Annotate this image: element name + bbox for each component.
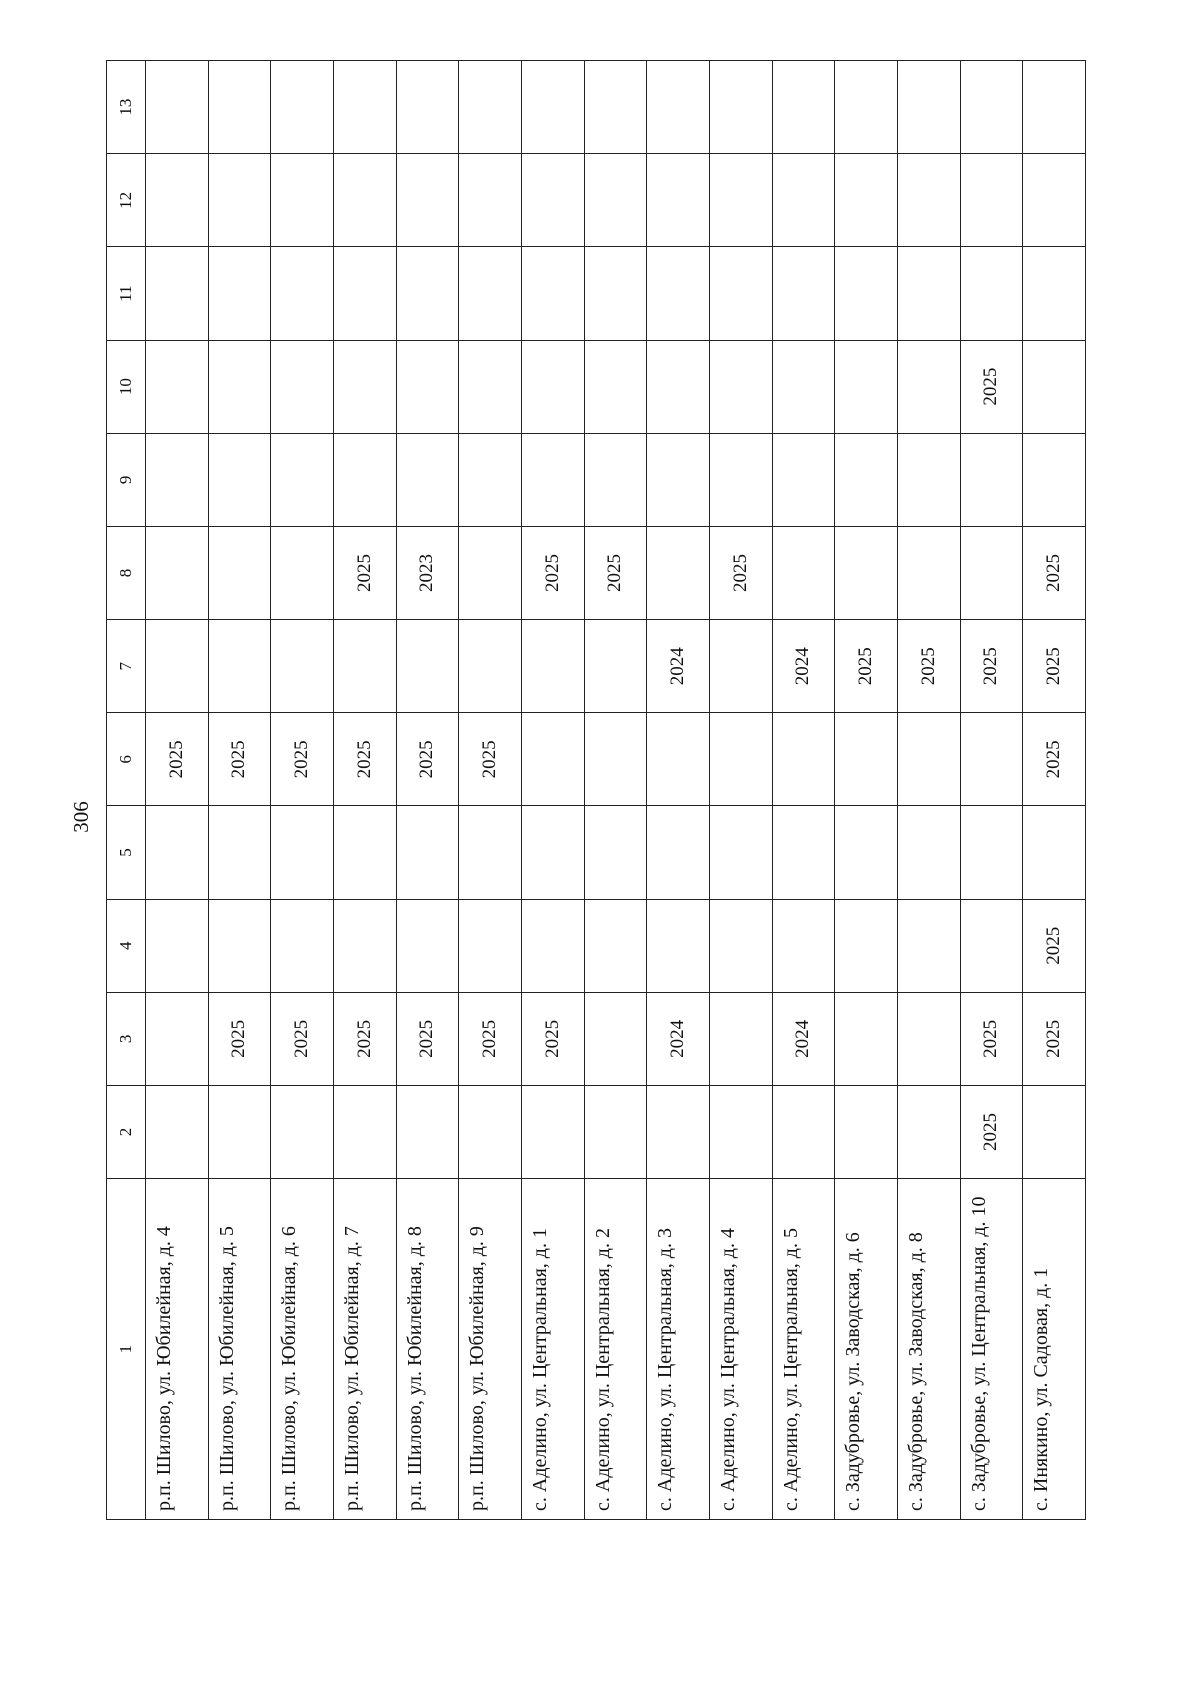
year-cell	[396, 899, 459, 992]
year-cell	[333, 806, 396, 899]
year-cell	[835, 433, 898, 526]
year-cell: 2023	[396, 526, 459, 619]
year-cell	[1023, 247, 1086, 340]
year-cell	[897, 61, 960, 154]
year-cell	[271, 899, 334, 992]
year-cell	[960, 806, 1023, 899]
year-cell	[960, 154, 1023, 247]
address-cell: с. Задубровье, ул. Центральная, д. 10	[960, 1179, 1023, 1520]
year-cell	[709, 154, 772, 247]
year-cell	[709, 247, 772, 340]
year-cell	[647, 154, 710, 247]
year-cell: 2025	[1023, 899, 1086, 992]
year-cell	[897, 992, 960, 1085]
year-cell	[459, 1085, 522, 1178]
year-cell	[772, 61, 835, 154]
column-header: 9	[107, 433, 146, 526]
year-cell	[521, 154, 584, 247]
table-row	[333, 61, 396, 1520]
year-cell	[835, 806, 898, 899]
year-cell: 2025	[333, 992, 396, 1085]
table-row	[1023, 61, 1086, 1520]
column-header: 1	[107, 1179, 146, 1520]
year-cell	[333, 899, 396, 992]
table-row	[521, 61, 584, 1520]
year-cell	[709, 713, 772, 806]
year-cell	[396, 1085, 459, 1178]
year-cell	[772, 899, 835, 992]
year-cell	[772, 1085, 835, 1178]
table-row	[584, 61, 647, 1520]
table-row	[396, 61, 459, 1520]
year-cell	[584, 154, 647, 247]
year-cell	[208, 340, 271, 433]
year-cell	[521, 1085, 584, 1178]
year-cell	[835, 61, 898, 154]
year-cell: 2025	[709, 526, 772, 619]
year-cell	[897, 713, 960, 806]
year-cell	[208, 620, 271, 713]
year-cell	[459, 433, 522, 526]
year-cell	[772, 340, 835, 433]
year-cell	[772, 154, 835, 247]
year-cell	[208, 806, 271, 899]
year-cell	[146, 992, 209, 1085]
year-cell	[647, 526, 710, 619]
year-cell	[208, 433, 271, 526]
year-cell	[333, 340, 396, 433]
year-cell	[835, 1085, 898, 1178]
address-cell: с. Аделино, ул. Центральная, д. 2	[584, 1179, 647, 1520]
column-header: 12	[107, 154, 146, 247]
year-cell	[459, 526, 522, 619]
year-cell	[897, 340, 960, 433]
year-cell	[709, 433, 772, 526]
year-cell: 2025	[208, 713, 271, 806]
table-row	[459, 61, 522, 1520]
year-cell	[271, 1085, 334, 1178]
year-cell: 2024	[647, 992, 710, 1085]
year-cell	[146, 154, 209, 247]
year-cell	[772, 713, 835, 806]
year-cell	[835, 340, 898, 433]
year-cell	[709, 340, 772, 433]
table-row	[897, 61, 960, 1520]
column-header: 8	[107, 526, 146, 619]
year-cell	[584, 247, 647, 340]
year-cell	[584, 899, 647, 992]
year-cell	[333, 433, 396, 526]
year-cell	[835, 992, 898, 1085]
year-cell	[647, 433, 710, 526]
year-cell	[521, 899, 584, 992]
year-cell	[897, 526, 960, 619]
year-cell	[584, 433, 647, 526]
table-row	[146, 61, 209, 1520]
year-cell	[960, 899, 1023, 992]
year-cell	[271, 247, 334, 340]
year-cell	[647, 340, 710, 433]
year-cell	[521, 806, 584, 899]
data-table	[106, 60, 1086, 1520]
year-cell	[146, 433, 209, 526]
year-cell	[459, 61, 522, 154]
year-cell	[146, 526, 209, 619]
table-row	[772, 61, 835, 1520]
year-cell: 2025	[960, 340, 1023, 433]
year-cell	[1023, 1085, 1086, 1178]
year-cell	[647, 713, 710, 806]
year-cell	[208, 899, 271, 992]
year-cell	[835, 247, 898, 340]
year-cell: 2024	[647, 620, 710, 713]
year-cell: 2024	[772, 992, 835, 1085]
year-cell	[333, 1085, 396, 1178]
year-cell	[960, 713, 1023, 806]
year-cell: 2025	[960, 992, 1023, 1085]
year-cell: 2025	[271, 713, 334, 806]
address-cell: с. Задубровье, ул. Заводская, д. 8	[897, 1179, 960, 1520]
year-cell	[960, 526, 1023, 619]
year-cell	[146, 620, 209, 713]
table-container	[106, 60, 1086, 1520]
address-cell: р.п. Шилово, ул. Юбилейная, д. 6	[271, 1179, 334, 1520]
year-cell	[271, 154, 334, 247]
address-cell: р.п. Шилово, ул. Юбилейная, д. 5	[208, 1179, 271, 1520]
year-cell: 2025	[146, 713, 209, 806]
year-cell	[584, 61, 647, 154]
year-cell	[271, 620, 334, 713]
year-cell	[208, 154, 271, 247]
year-cell	[521, 247, 584, 340]
year-cell	[146, 61, 209, 154]
year-cell: 2025	[960, 1085, 1023, 1178]
year-cell	[208, 247, 271, 340]
year-cell	[459, 806, 522, 899]
year-cell	[584, 620, 647, 713]
year-cell	[271, 806, 334, 899]
address-cell: р.п. Шилово, ул. Юбилейная, д. 8	[396, 1179, 459, 1520]
year-cell	[459, 340, 522, 433]
address-cell: с. Аделино, ул. Центральная, д. 4	[709, 1179, 772, 1520]
year-cell	[521, 620, 584, 713]
year-cell	[709, 899, 772, 992]
year-cell: 2025	[1023, 713, 1086, 806]
year-cell	[396, 247, 459, 340]
year-cell: 2025	[271, 992, 334, 1085]
year-cell	[1023, 806, 1086, 899]
year-cell: 2025	[521, 992, 584, 1085]
year-cell	[271, 61, 334, 154]
year-cell: 2025	[897, 620, 960, 713]
year-cell	[396, 61, 459, 154]
year-cell	[772, 806, 835, 899]
year-cell	[584, 1085, 647, 1178]
table-row	[835, 61, 898, 1520]
year-cell	[459, 620, 522, 713]
year-cell	[208, 61, 271, 154]
year-cell: 2025	[835, 620, 898, 713]
year-cell: 2025	[208, 992, 271, 1085]
column-header: 10	[107, 340, 146, 433]
year-cell	[835, 899, 898, 992]
year-cell	[647, 806, 710, 899]
year-cell	[459, 154, 522, 247]
year-cell	[521, 713, 584, 806]
header-row	[107, 61, 146, 1520]
year-cell	[396, 154, 459, 247]
year-cell	[271, 433, 334, 526]
table-row	[709, 61, 772, 1520]
column-header: 13	[107, 61, 146, 154]
year-cell	[396, 620, 459, 713]
year-cell	[835, 154, 898, 247]
year-cell	[584, 806, 647, 899]
address-cell: с. Аделино, ул. Центральная, д. 5	[772, 1179, 835, 1520]
year-cell: 2025	[396, 713, 459, 806]
year-cell: 2025	[1023, 526, 1086, 619]
column-header: 3	[107, 992, 146, 1085]
year-cell	[835, 526, 898, 619]
year-cell	[521, 433, 584, 526]
year-cell	[333, 247, 396, 340]
address-cell: р.п. Шилово, ул. Юбилейная, д. 9	[459, 1179, 522, 1520]
address-cell: р.п. Шилово, ул. Юбилейная, д. 4	[146, 1179, 209, 1520]
year-cell	[459, 247, 522, 340]
table-row	[271, 61, 334, 1520]
year-cell	[709, 806, 772, 899]
year-cell	[271, 526, 334, 619]
year-cell	[647, 899, 710, 992]
year-cell	[772, 526, 835, 619]
year-cell	[960, 247, 1023, 340]
year-cell	[1023, 154, 1086, 247]
year-cell	[709, 1085, 772, 1178]
year-cell	[897, 154, 960, 247]
column-header: 6	[107, 713, 146, 806]
year-cell	[960, 61, 1023, 154]
year-cell	[584, 713, 647, 806]
year-cell	[647, 61, 710, 154]
year-cell	[835, 713, 898, 806]
year-cell	[521, 340, 584, 433]
address-cell: с. Аделино, ул. Центральная, д. 1	[521, 1179, 584, 1520]
year-cell: 2025	[1023, 992, 1086, 1085]
year-cell	[897, 899, 960, 992]
year-cell	[772, 433, 835, 526]
year-cell: 2025	[333, 713, 396, 806]
address-cell: с. Аделино, ул. Центральная, д. 3	[647, 1179, 710, 1520]
table-row	[208, 61, 271, 1520]
year-cell	[396, 806, 459, 899]
year-cell	[396, 433, 459, 526]
year-cell	[146, 1085, 209, 1178]
address-cell: с. Инякино, ул. Садовая, д. 1	[1023, 1179, 1086, 1520]
table-body	[146, 61, 1086, 1520]
page-number: 306	[69, 801, 93, 833]
year-cell: 2025	[960, 620, 1023, 713]
year-cell	[459, 899, 522, 992]
column-header: 2	[107, 1085, 146, 1178]
column-header: 4	[107, 899, 146, 992]
year-cell	[271, 340, 334, 433]
year-cell	[146, 806, 209, 899]
year-cell	[709, 61, 772, 154]
address-cell: с. Задубровье, ул. Заводская, д. 6	[835, 1179, 898, 1520]
year-cell	[1023, 433, 1086, 526]
year-cell	[897, 1085, 960, 1178]
table-row	[647, 61, 710, 1520]
year-cell	[1023, 61, 1086, 154]
year-cell	[333, 154, 396, 247]
year-cell	[897, 806, 960, 899]
year-cell	[208, 1085, 271, 1178]
year-cell	[897, 433, 960, 526]
column-header: 7	[107, 620, 146, 713]
year-cell: 2025	[396, 992, 459, 1085]
year-cell	[333, 620, 396, 713]
year-cell	[584, 992, 647, 1085]
year-cell	[1023, 340, 1086, 433]
year-cell	[584, 340, 647, 433]
year-cell	[521, 61, 584, 154]
year-cell	[396, 340, 459, 433]
year-cell: 2025	[459, 713, 522, 806]
column-header: 11	[107, 247, 146, 340]
year-cell: 2024	[772, 620, 835, 713]
year-cell	[709, 620, 772, 713]
year-cell	[772, 247, 835, 340]
year-cell	[647, 1085, 710, 1178]
year-cell	[146, 247, 209, 340]
year-cell	[709, 992, 772, 1085]
year-cell	[146, 340, 209, 433]
year-cell	[960, 433, 1023, 526]
column-header: 5	[107, 806, 146, 899]
year-cell: 2025	[459, 992, 522, 1085]
year-cell	[647, 247, 710, 340]
year-cell: 2025	[521, 526, 584, 619]
year-cell	[146, 899, 209, 992]
year-cell: 2025	[584, 526, 647, 619]
table-row	[960, 61, 1023, 1520]
year-cell	[208, 526, 271, 619]
year-cell: 2025	[333, 526, 396, 619]
year-cell: 2025	[1023, 620, 1086, 713]
address-cell: р.п. Шилово, ул. Юбилейная, д. 7	[333, 1179, 396, 1520]
year-cell	[333, 61, 396, 154]
year-cell	[897, 247, 960, 340]
